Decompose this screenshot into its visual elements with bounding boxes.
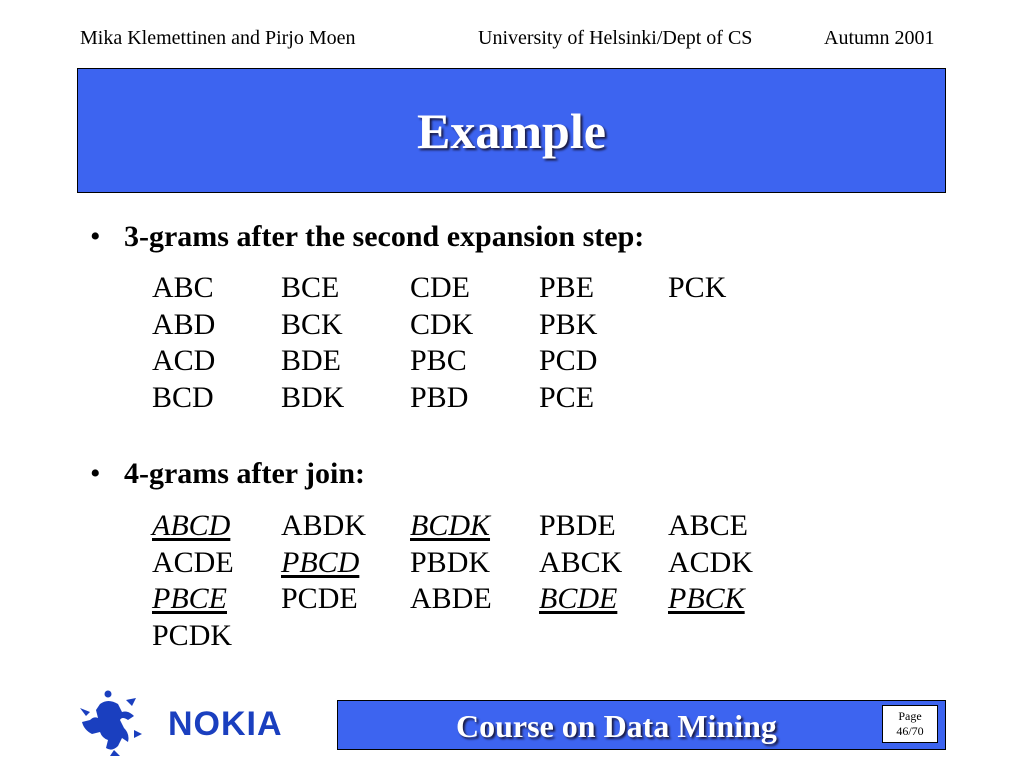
gram-cell: BCD <box>152 381 214 415</box>
bullet-3grams <box>90 220 644 254</box>
gram-cell: ABCD <box>152 509 231 542</box>
gram-cell: ABD <box>152 307 216 341</box>
four-grams-grid <box>152 508 797 655</box>
gram-cell: ABC <box>152 271 214 304</box>
gram-cell: PBCD <box>281 545 360 579</box>
gram-cell: ABDK <box>281 509 367 542</box>
gram-cell <box>668 307 797 344</box>
gram-cell: PBDK <box>410 545 491 579</box>
gram-cell: BDE <box>281 344 341 378</box>
gram-cell: ACDE <box>152 545 234 579</box>
gram-cell: ACD <box>152 344 216 378</box>
gram-cell: ABDE <box>410 582 492 616</box>
page-label: Page <box>898 709 922 723</box>
gram-cell: CDK <box>410 307 474 341</box>
page-number: 46/70 <box>896 724 924 738</box>
bullet-text: 4-grams after join: <box>124 457 366 490</box>
gram-cell: PBDE <box>539 509 616 542</box>
slide-title: Example <box>417 102 606 159</box>
gram-cell: PCD <box>539 344 598 378</box>
gram-cell: CDE <box>410 271 470 304</box>
three-grams-grid <box>152 270 797 417</box>
gram-cell <box>668 343 797 380</box>
gram-cell: PBCE <box>152 582 227 616</box>
bullet-4grams <box>90 457 365 491</box>
gram-cell: PCDK <box>152 619 233 653</box>
nokia-logo-icon <box>168 702 308 744</box>
course-title: Course on Data Mining <box>456 708 777 744</box>
bullet-text: 3-grams after the second expansion step: <box>124 220 645 253</box>
gram-cell: PBD <box>410 381 469 415</box>
gram-cell: ABCE <box>668 509 749 542</box>
helsinki-university-figure-icon <box>78 690 146 758</box>
slide-title-banner <box>77 68 946 193</box>
gram-cell: BCDK <box>410 509 491 542</box>
bullet-marker: • <box>90 457 101 490</box>
gram-cell: PBK <box>539 307 598 341</box>
header-term: Autumn 2001 <box>824 27 935 49</box>
gram-cell: PBE <box>539 271 595 304</box>
gram-cell: PCE <box>539 381 595 415</box>
gram-cell: PBC <box>410 344 467 378</box>
page-indicator <box>882 705 938 743</box>
footer-banner <box>337 700 946 750</box>
gram-cell <box>668 380 797 417</box>
gram-cell: PCK <box>668 271 727 304</box>
nokia-logo-text: NOKIA <box>168 705 283 743</box>
header-authors: Mika Klemettinen and Pirjo Moen <box>80 27 356 49</box>
bullet-marker: • <box>90 220 101 253</box>
gram-cell: BCK <box>281 307 343 341</box>
gram-cell: ACDK <box>668 545 754 579</box>
gram-cell: PCDE <box>281 582 358 616</box>
gram-cell: PBCK <box>668 582 745 616</box>
gram-cell: ABCK <box>539 545 623 579</box>
gram-cell: BCDE <box>539 582 618 616</box>
header-institution: University of Helsinki/Dept of CS <box>478 27 753 49</box>
gram-cell: BCE <box>281 271 340 304</box>
gram-cell: BDK <box>281 381 345 415</box>
